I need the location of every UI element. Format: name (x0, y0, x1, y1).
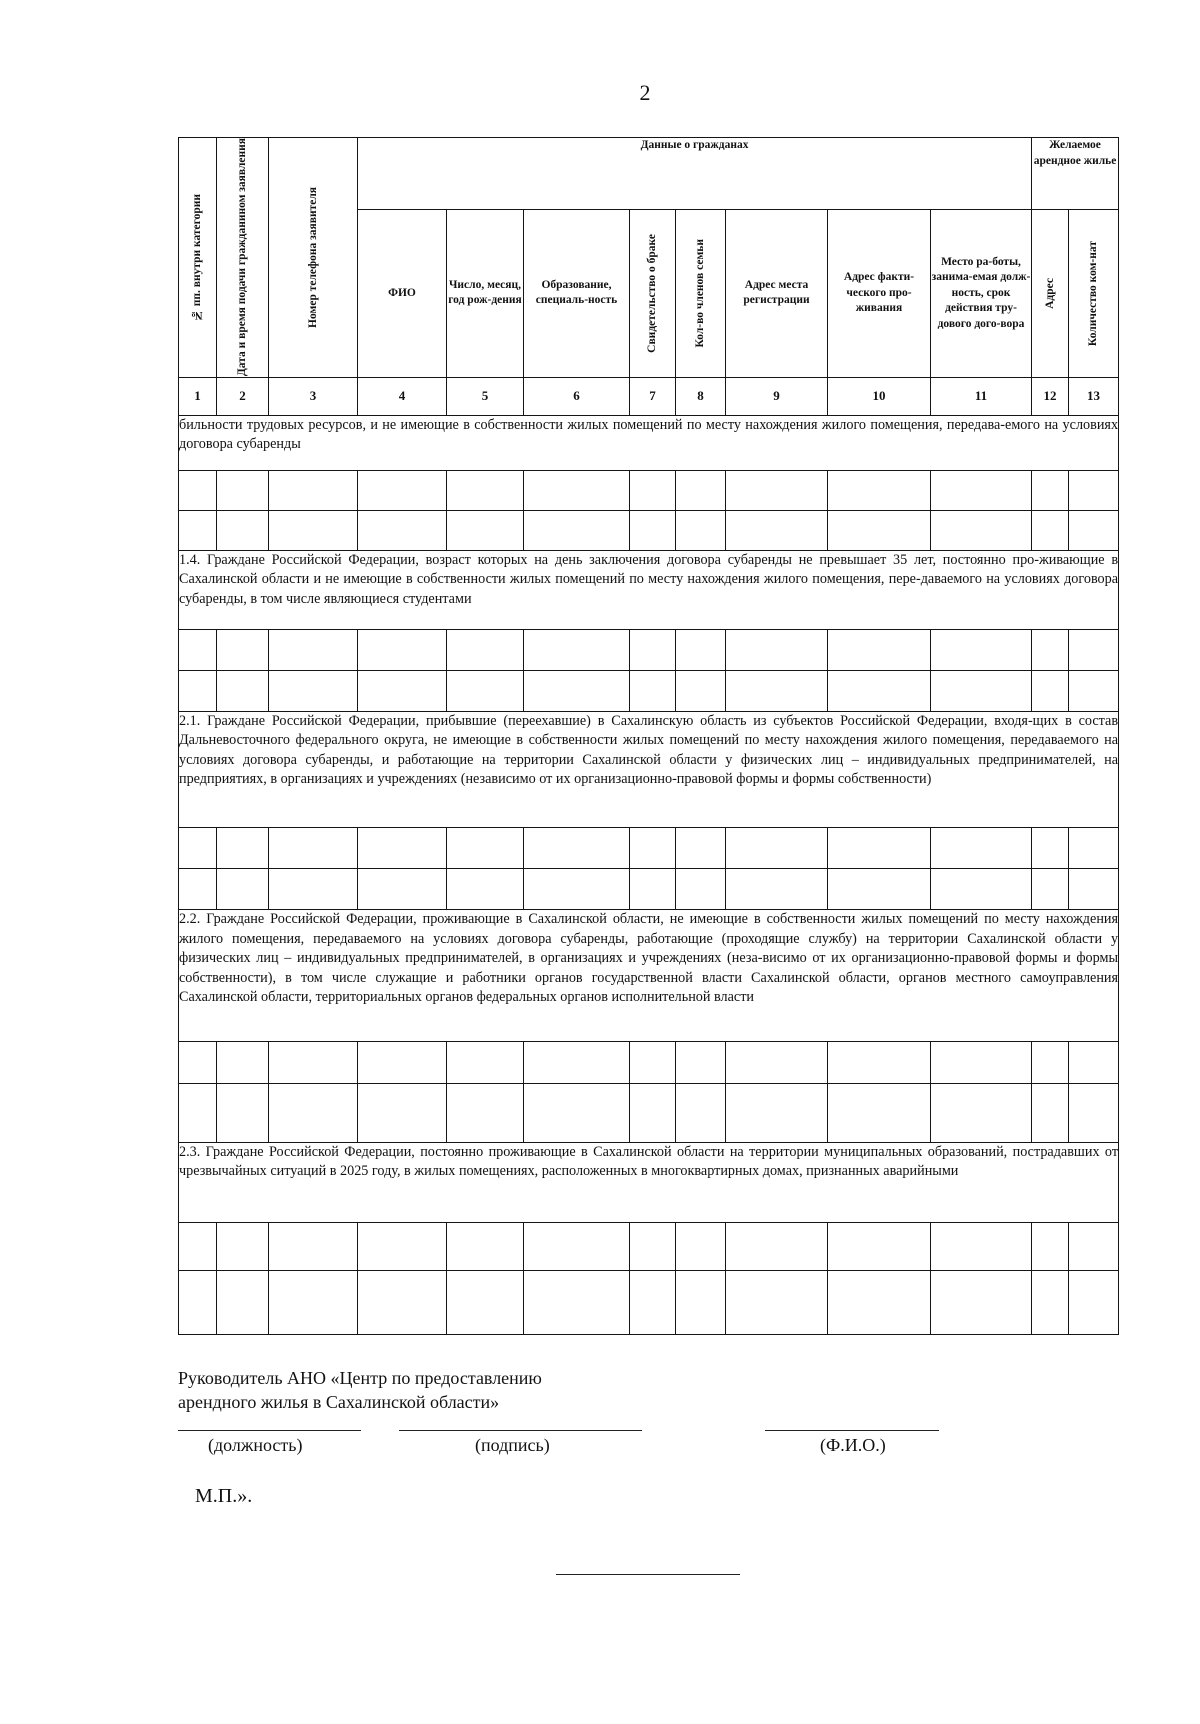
header-birth-date: Число, месяц, год рож-дения (447, 210, 524, 377)
position-label: (должность) (208, 1435, 303, 1455)
name-signature-line (765, 1430, 939, 1431)
column-number: 5 (447, 377, 524, 415)
header-actual-address: Адрес факти-ческого про-живания (828, 210, 931, 377)
header-item-number: № пп. внутри категории (179, 138, 217, 378)
signatory-title-line-2: арендного жилья в Сахалинской области» (178, 1392, 500, 1412)
position-signature-line (178, 1430, 361, 1431)
column-number: 7 (630, 377, 676, 415)
header-full-name: ФИО (358, 210, 447, 377)
column-number: 1 (179, 377, 217, 415)
header-employment: Место ра-боты, занима-емая долж-ность, срок действия тру-дового дого-вора (931, 210, 1032, 377)
category-section-2-1: 2.1. Граждане Российской Федерации, прибывшие (переехавшие) в Сахалинскую область из субъектов Российской Федерации, входя-щих в состав Дальневосточного федерального округа, не имеющие в собственности жилых помещений по месту нахождения жилого помещения, передаваемого на условиях договора субаренды, и работающие на территории Сахалинской области у физических лиц – индивидуальных предпринимателей, на предприятиях, в организациях и учреждениях (независимо от их организационно-правовой формы и формы собственности) (179, 711, 1119, 827)
table-row (179, 1042, 1119, 1083)
end-of-document-rule (556, 1574, 740, 1575)
column-number: 2 (217, 377, 269, 415)
stamp-place-label: М.П.». (195, 1485, 253, 1507)
table-row (179, 470, 1119, 510)
table-row (179, 1083, 1119, 1142)
citizen-registry-table (178, 137, 1119, 1335)
category-section-2-2: 2.2. Граждане Российской Федерации, проживающие в Сахалинской области, не имеющие в собственности жилых помещений по месту нахождения жилого помещения, передаваемого на условиях договора субаренды, работающие (проходящие службу) на территории Сахалинской области у физических лиц – индивидуальных предпринимателей, в организациях и учреждениях (неза-висимо от их организационно-правовой формы и формы собственности), в том числе служащие и работники органов государственной власти Сахалинской области, органов местного самоуправления Сахалинской области, территориальных органов федеральных органов исполнительной власти (179, 910, 1119, 1042)
header-education: Образование, специаль-ность (524, 210, 630, 377)
column-number: 12 (1032, 377, 1069, 415)
signatory-title-line-1: Руководитель АНО «Центр по предоставлению (178, 1368, 542, 1388)
column-number: 8 (676, 377, 726, 415)
column-number: 6 (524, 377, 630, 415)
table-row (179, 869, 1119, 910)
table-row (179, 510, 1119, 550)
header-marriage-certificate: Свидетельство о браке (630, 210, 676, 377)
header-desired-housing: Желаемое арендное жилье (1032, 138, 1119, 210)
table-row (179, 670, 1119, 711)
column-number: 13 (1069, 377, 1119, 415)
header-room-count: Количество ком-нат (1069, 210, 1119, 377)
header-phone: Номер телефона заявителя (269, 138, 358, 378)
header-submission-date: Дата и время подачи гражданином заявления (217, 138, 269, 378)
header-citizens-data: Данные о гражданах (358, 138, 1032, 210)
table-row (179, 1270, 1119, 1334)
column-number: 9 (726, 377, 828, 415)
table-row (179, 828, 1119, 869)
category-section-2-3: 2.3. Граждане Российской Федерации, постоянно проживающие в Сахалинской области на территории муниципальных образований, пострадавших от чрезвычайных ситуаций в 2025 году, в жилых помещениях, расположенных в многоквартирных домах, признанных аварийными (179, 1142, 1119, 1222)
signature-label: (подпись) (475, 1435, 550, 1455)
column-number: 11 (931, 377, 1032, 415)
header-family-members: Кол-во членов семьи (676, 210, 726, 377)
header-desired-address: Адрес (1032, 210, 1069, 377)
category-section-1-4: 1.4. Граждане Российской Федерации, возраст которых на день заключения договора субаренды не превышает 35 лет, постоянно про-живающие в Сахалинской области и не имеющие в собственности жилых помещений по месту нахождения жилого помещения, пере-даваемого на условиях договора субаренды, в том числе являющиеся студентами (179, 550, 1119, 629)
column-number-row (179, 377, 1119, 415)
column-number: 3 (269, 377, 358, 415)
header-registration-address: Адрес места регистрации (726, 210, 828, 377)
table-row (179, 629, 1119, 670)
full-name-label: (Ф.И.О.) (820, 1435, 886, 1455)
column-number: 10 (828, 377, 931, 415)
column-number: 4 (358, 377, 447, 415)
category-section-1-3-continued: бильности трудовых ресурсов, и не имеющие в собственности жилых помещений по месту нахождения жилого помещения, передава-емого на условиях договора субаренды (179, 415, 1119, 470)
table-row (179, 1222, 1119, 1270)
signature-line (399, 1430, 642, 1431)
signature-block (178, 1366, 542, 1414)
page-number: 2 (639, 80, 651, 105)
